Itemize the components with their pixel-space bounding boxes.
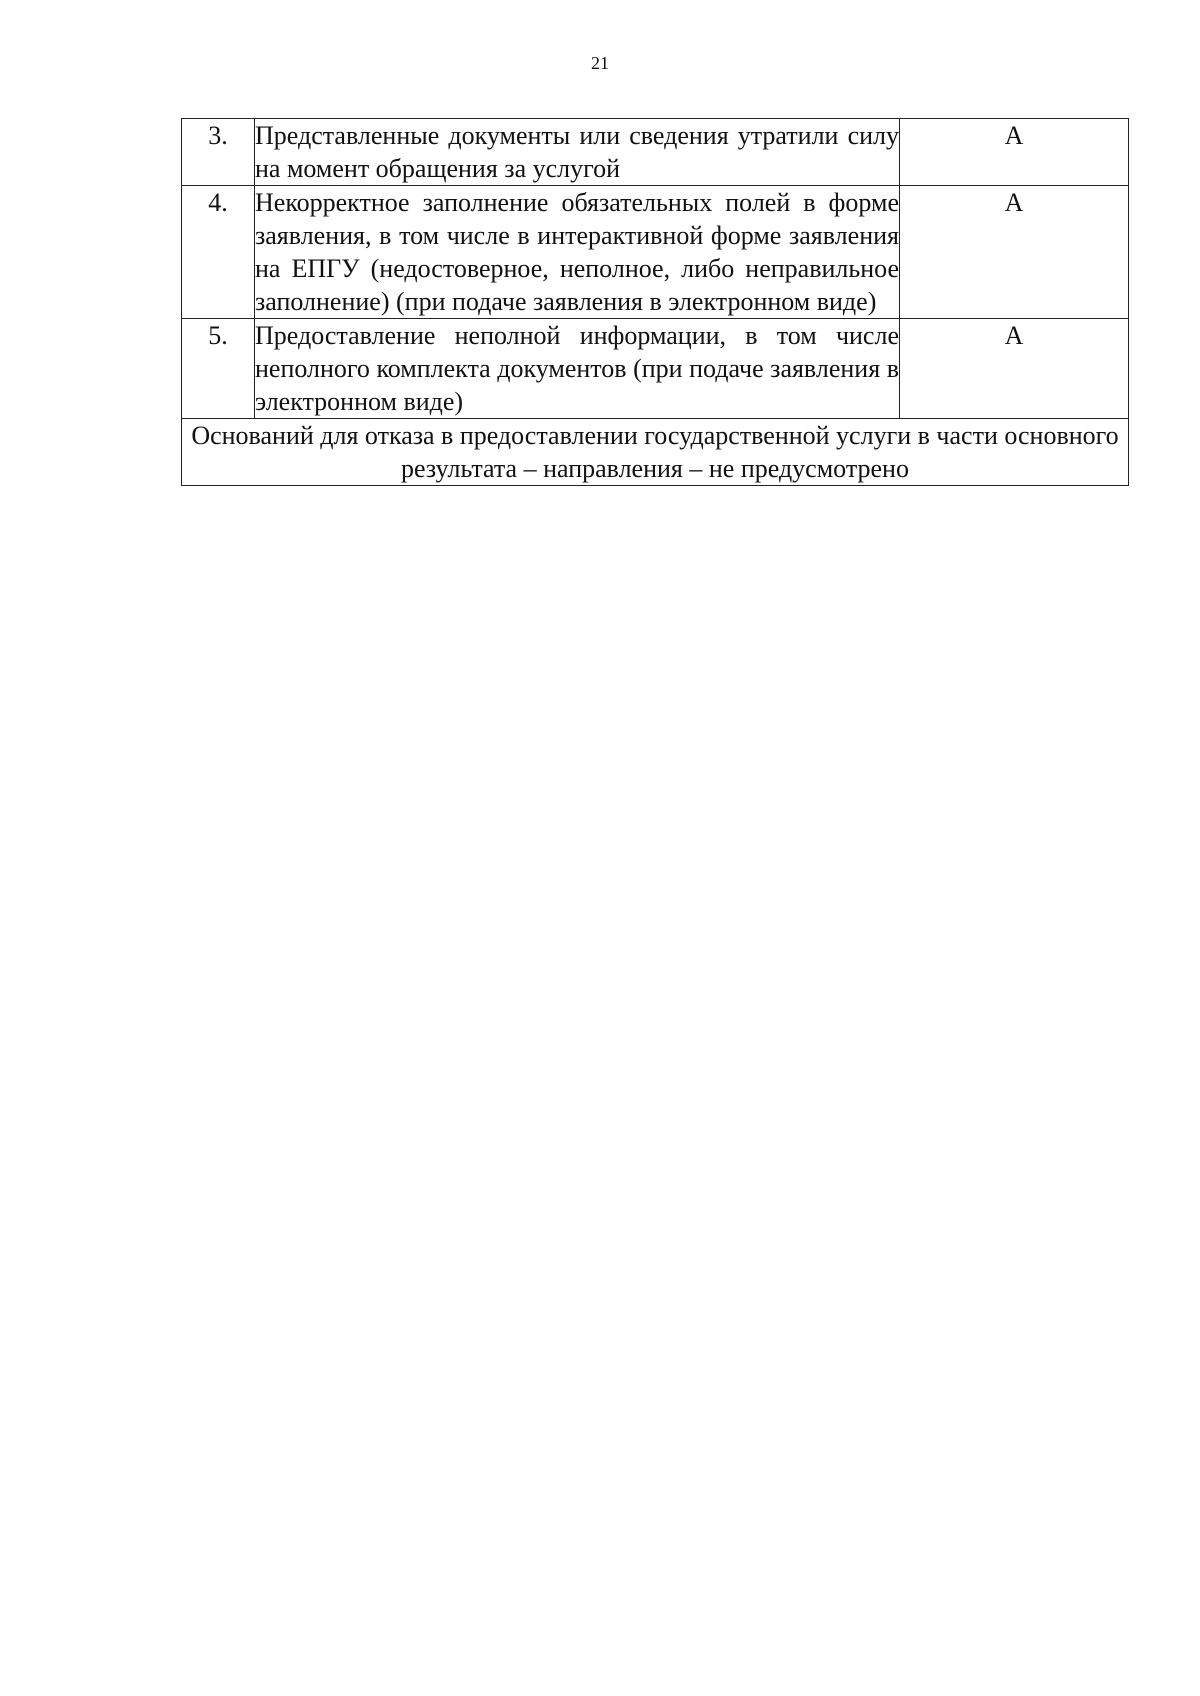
row-number: 4. [182,186,255,319]
page-number: 21 [591,53,609,73]
row-code: А [900,186,1129,319]
row-text: Предоставление неполной информации, в том числе неполного комплекта документов (при подаче заявления в электронном виде) [255,319,900,419]
row-number: 5. [182,319,255,419]
table-footer-row [182,419,1129,486]
table-row [182,119,1129,186]
row-text: Некорректное заполнение обязательных полей в форме заявления, в том числе в интерактивной форме заявления на ЕПГУ (недостоверное, неполное, либо неправильное заполнение) (при подаче заявления в электронном виде) [255,186,900,319]
row-text: Представленные документы или сведения утратили силу на момент обращения за услугой [255,119,900,186]
footer-note: Оснований для отказа в предоставлении государственной услуги в части основного результата – направления – не предусмотрено [182,419,1129,486]
refusal-grounds-table [181,118,1129,486]
table-row [182,319,1129,419]
row-code: А [900,319,1129,419]
row-number: 3. [182,119,255,186]
row-code: А [900,119,1129,186]
table-row [182,186,1129,319]
